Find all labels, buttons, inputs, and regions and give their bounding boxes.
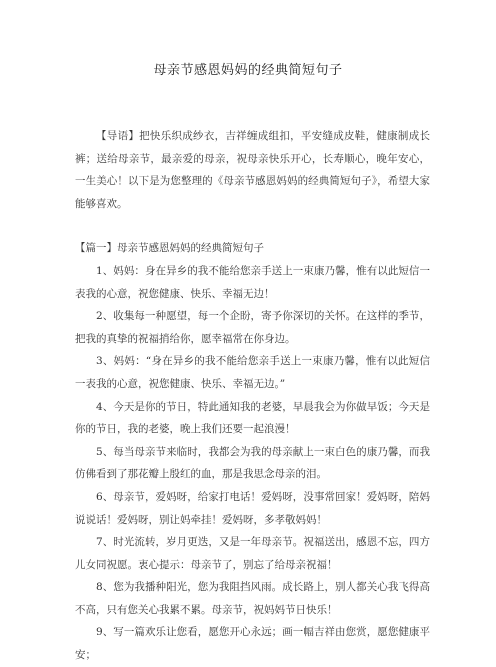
intro-paragraph: 【导语】把快乐织成纱衣，吉祥缠成组扣，平安缝成皮鞋，健康制成长裤；送给母亲节，最亲爱的母亲，祝母亲快乐开心，长寿顺心，晚年安心，一生美心！以下是为您整理的《母亲节感恩妈妈的经典简短句子》，希望大家能够喜欢。 — [75, 130, 430, 210]
list-item: 5、每当母亲节来临时，我都会为我的母亲献上一束白色的康乃馨，而我仿佛看到了那花瓣上殷红的血，那是我思念母亲的泪。 — [75, 445, 430, 481]
section-heading: 【篇一】母亲节感恩妈妈的经典简短句子 — [75, 242, 264, 255]
list-item: 7、时光流转，岁月更迭，又是一年母亲节。祝福送出，感恩不忘，四方儿女同祝愿。衷心提示：母亲节了，别忘了给母亲祝福！ — [75, 536, 430, 571]
list-item: 6、母亲节，爱妈呀，给家打电话！爱妈呀，没事常回家！爱妈呀，陪妈说说话！爱妈呀，别让妈牵挂！爱妈呀，多孝敬妈妈！ — [75, 490, 430, 526]
list-item: 8、您为我播种阳光，您为我阻挡风雨。成长路上，别人都关心我飞得高不高，只有您关心我累不累。母亲节，祝妈妈节日快乐！ — [75, 581, 430, 616]
document-body — [75, 125, 430, 667]
list-item: 3、妈妈：“身在异乡的我不能给您亲手送上一束康乃馨，惟有以此短信一表我的心意，祝您健康、快乐、幸福无边。” — [75, 355, 430, 390]
list-item: 1、妈妈：身在异乡的我不能给您亲手送上一束康乃馨，惟有以此短信一表我的心意，祝您健康、快乐、幸福无边！ — [75, 264, 430, 300]
list-item: 2、收集每一种愿望，每一个企盼，寄予你深切的关怀。在这样的季节，把我的真挚的祝福捎给你，愿幸福常在你身边。 — [75, 310, 430, 345]
document-title: 母亲节感恩妈妈的经典简短句子 — [153, 63, 343, 78]
list-item: 9、写一篇欢乐让您看，愿您开心永远；画一幅吉祥由您赏，愿您健康平安； — [75, 626, 430, 662]
list-item: 4、今天是你的节日，特此通知我的老婆，早晨我会为你做早饭；今天是你的节日，我的老婆，晚上我们还要一起浪漫！ — [75, 400, 430, 436]
